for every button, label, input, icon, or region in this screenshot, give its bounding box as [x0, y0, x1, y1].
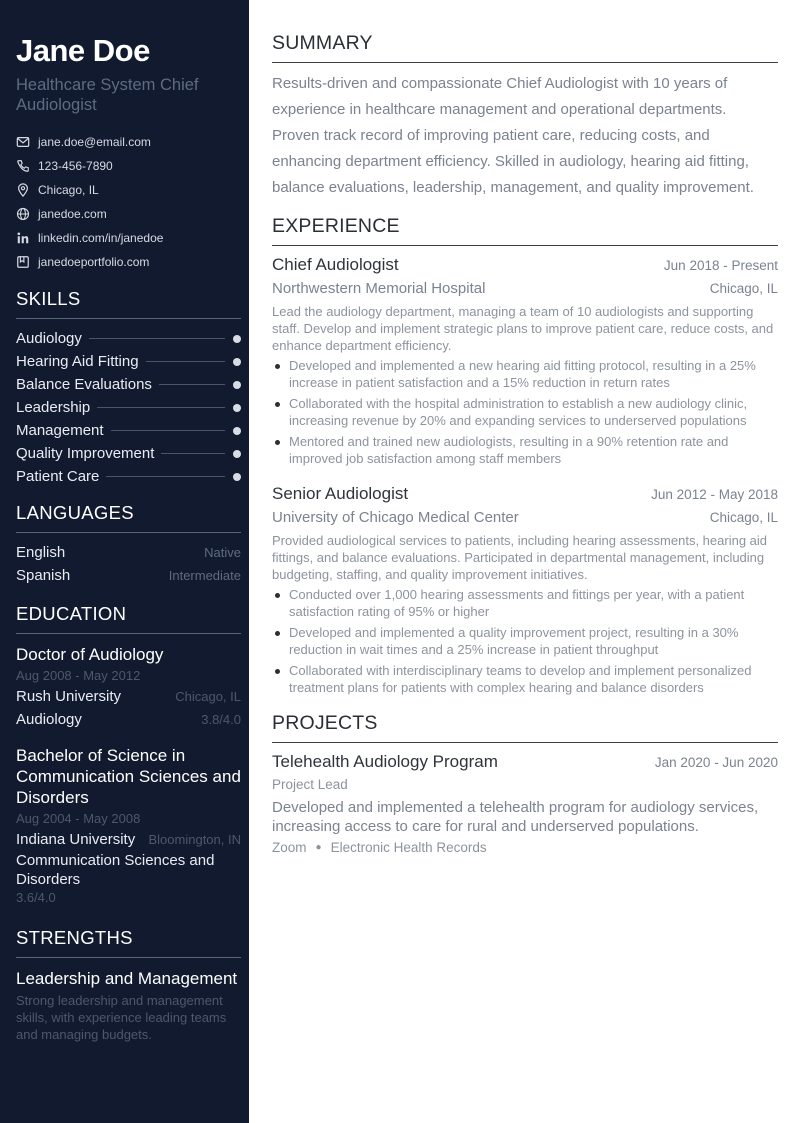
strength-title: Leadership and Management: [16, 969, 238, 988]
achievement-item: Developed and implemented a quality improvement project, resulting in a 30% reduction in wait times and a 25% increase in patient throughput: [272, 624, 778, 658]
job-achievements: [272, 586, 778, 696]
tag-separator: ●: [315, 842, 322, 853]
summary-heading: SUMMARY: [272, 32, 778, 63]
strength-item: [16, 968, 241, 1043]
education-gpa: 3.6/4.0: [16, 890, 56, 905]
project-tags: [272, 840, 778, 855]
job-company: University of Chicago Medical Center: [272, 509, 519, 526]
achievement-item: Mentored and trained new audiologists, resulting in a 90% retention rate and improved job satisfaction among staff members: [272, 433, 778, 467]
project-entry: [272, 751, 778, 855]
skill-label: Quality Improvement: [16, 445, 155, 462]
skill-item: [16, 419, 241, 442]
language-level: Intermediate: [168, 568, 241, 583]
language-name: Spanish: [16, 567, 71, 584]
project-dates: Jan 2020 - Jun 2020: [654, 755, 778, 770]
education-gpa: 3.8/4.0: [201, 712, 241, 727]
education-school-row: [16, 828, 241, 851]
education-field: Communication Sciences and Disorders: [16, 852, 215, 888]
contact-email[interactable]: [16, 130, 241, 154]
skill-label: Leadership: [16, 399, 91, 416]
languages-heading: LANGUAGES: [16, 502, 241, 533]
education-location: Bloomington, IN: [148, 832, 241, 847]
skill-divider: [106, 476, 225, 477]
education-entry: [16, 644, 241, 731]
skill-label: Balance Evaluations: [16, 376, 152, 393]
skill-item: [16, 396, 241, 419]
education-location: Chicago, IL: [175, 689, 241, 704]
contact-website-text: janedoe.com: [38, 207, 107, 221]
job-dates: Jun 2018 - Present: [663, 258, 778, 273]
project-tag: Zoom: [272, 840, 307, 855]
skill-dot: [233, 427, 241, 435]
contact-phone-text: 123-456-7890: [38, 159, 113, 173]
job-title: Senior Audiologist: [272, 484, 409, 503]
education-field: Audiology: [16, 711, 82, 728]
email-icon: [16, 135, 30, 149]
experience-entry: [272, 254, 778, 467]
portfolio-icon: [16, 255, 30, 269]
skill-item: [16, 350, 241, 373]
education-dates: Aug 2004 - May 2008: [16, 811, 141, 826]
project-tag: Electronic Health Records: [330, 840, 487, 855]
skill-label: Audiology: [16, 330, 82, 347]
skills-heading: SKILLS: [16, 288, 241, 319]
strength-description: Strong leadership and management skills, with experience leading teams and managing budgets.: [16, 993, 227, 1042]
skill-divider: [111, 430, 225, 431]
skill-item: [16, 442, 241, 465]
language-level: Native: [204, 545, 241, 560]
project-role: Project Lead: [272, 777, 348, 792]
job-achievements: [272, 357, 778, 467]
skill-divider: [161, 453, 225, 454]
candidate-name: Jane Doe: [16, 33, 150, 68]
skill-label: Patient Care: [16, 468, 100, 485]
skill-divider: [89, 338, 225, 339]
job-dates: Jun 2012 - May 2018: [651, 487, 778, 502]
project-description: Developed and implemented a telehealth program for audiology services, increasing access to care for rural and underserved populations.: [272, 799, 759, 835]
education-field-row: [16, 708, 241, 731]
job-company-row: [272, 505, 778, 529]
experience-entry: [272, 483, 778, 696]
skill-dot: [233, 358, 241, 366]
education-entry: [16, 745, 241, 907]
job-company: Northwestern Memorial Hospital: [272, 280, 486, 297]
candidate-headline: Healthcare System Chief Audiologist: [16, 76, 199, 114]
education-school-row: [16, 685, 241, 708]
language-item: [16, 564, 241, 587]
contact-website[interactable]: [16, 202, 241, 226]
skill-dot: [233, 335, 241, 343]
contact-list: [16, 130, 241, 274]
achievement-item: Conducted over 1,000 hearing assessments and fittings per year, with a patient satisfaction rating of 95% or higher: [272, 586, 778, 620]
location-icon: [16, 183, 30, 197]
education-degree: Doctor of Audiology: [16, 645, 164, 664]
contact-linkedin-text: linkedin.com/in/janedoe: [38, 231, 164, 245]
job-title-row: [272, 254, 778, 276]
languages-list: [16, 541, 241, 587]
globe-icon: [16, 207, 30, 221]
job-company-row: [272, 276, 778, 300]
contact-email-text: jane.doe@email.com: [38, 135, 151, 149]
strengths-heading: STRENGTHS: [16, 927, 241, 958]
achievement-item: Collaborated with interdisciplinary teams to develop and implement personalized treatment plans for patients with complex hearing and balance disorders: [272, 662, 778, 696]
achievement-item: Developed and implemented a new hearing aid fitting protocol, resulting in a 25% increase in patient satisfaction and a 15% reduction in return rates: [272, 357, 778, 391]
job-description: Lead the audiology department, managing a team of 10 audiologists and supporting staff. Develop and implement strategic plans to improve patient care, reduce costs, and enhance department efficiency.: [272, 304, 774, 353]
job-title-row: [272, 483, 778, 505]
contact-phone[interactable]: [16, 154, 241, 178]
projects-heading: PROJECTS: [272, 712, 778, 743]
skill-divider: [159, 384, 225, 385]
skill-dot: [233, 404, 241, 412]
contact-location-text: Chicago, IL: [38, 183, 99, 197]
skill-item: [16, 373, 241, 396]
job-location: Chicago, IL: [709, 281, 778, 296]
skill-label: Hearing Aid Fitting: [16, 353, 139, 370]
main-content: [272, 32, 778, 855]
skills-list: [16, 327, 241, 488]
language-name: English: [16, 544, 66, 561]
phone-icon: [16, 159, 30, 173]
skill-dot: [233, 450, 241, 458]
contact-portfolio[interactable]: [16, 250, 241, 274]
education-dates: Aug 2008 - May 2012: [16, 668, 141, 683]
project-title: Telehealth Audiology Program: [272, 752, 498, 771]
education-degree: Bachelor of Science in Communication Sciences and Disorders: [16, 746, 241, 807]
contact-linkedin[interactable]: [16, 226, 241, 250]
project-title-row: [272, 751, 778, 773]
education-school: Indiana University: [16, 831, 136, 848]
skill-item: [16, 465, 241, 488]
skill-dot: [233, 381, 241, 389]
experience-heading: EXPERIENCE: [272, 215, 778, 246]
skill-label: Management: [16, 422, 104, 439]
education-school: Rush University: [16, 688, 122, 705]
job-description: Provided audiological services to patients, including hearing assessments, hearing aid fittings, and balance evaluations. Participated in departmental management, including budgeting, staffing, and quality improvement initiatives.: [272, 533, 768, 582]
skill-dot: [233, 473, 241, 481]
contact-portfolio-text: janedoeportfolio.com: [38, 255, 150, 269]
education-heading: EDUCATION: [16, 603, 241, 634]
skill-item: [16, 327, 241, 350]
language-item: [16, 541, 241, 564]
skill-divider: [97, 407, 225, 408]
contact-location: [16, 178, 241, 202]
linkedin-icon: [16, 231, 30, 245]
skill-divider: [146, 361, 225, 362]
summary-text: Results-driven and compassionate Chief Audiologist with 10 years of experience in healthcare management and operational departments. Proven track record of improving patient care, reducing costs, and enhancing department efficiency. Skilled in audiology, hearing aid fitting, balance evaluations, leadership, management, and quality improvement.: [272, 75, 754, 196]
job-location: Chicago, IL: [709, 510, 778, 525]
job-title: Chief Audiologist: [272, 255, 399, 274]
achievement-item: Collaborated with the hospital administration to establish a new audiology clinic, increasing revenue by 20% and expanding services to underserved populations: [272, 395, 778, 429]
sidebar: [0, 0, 249, 1123]
